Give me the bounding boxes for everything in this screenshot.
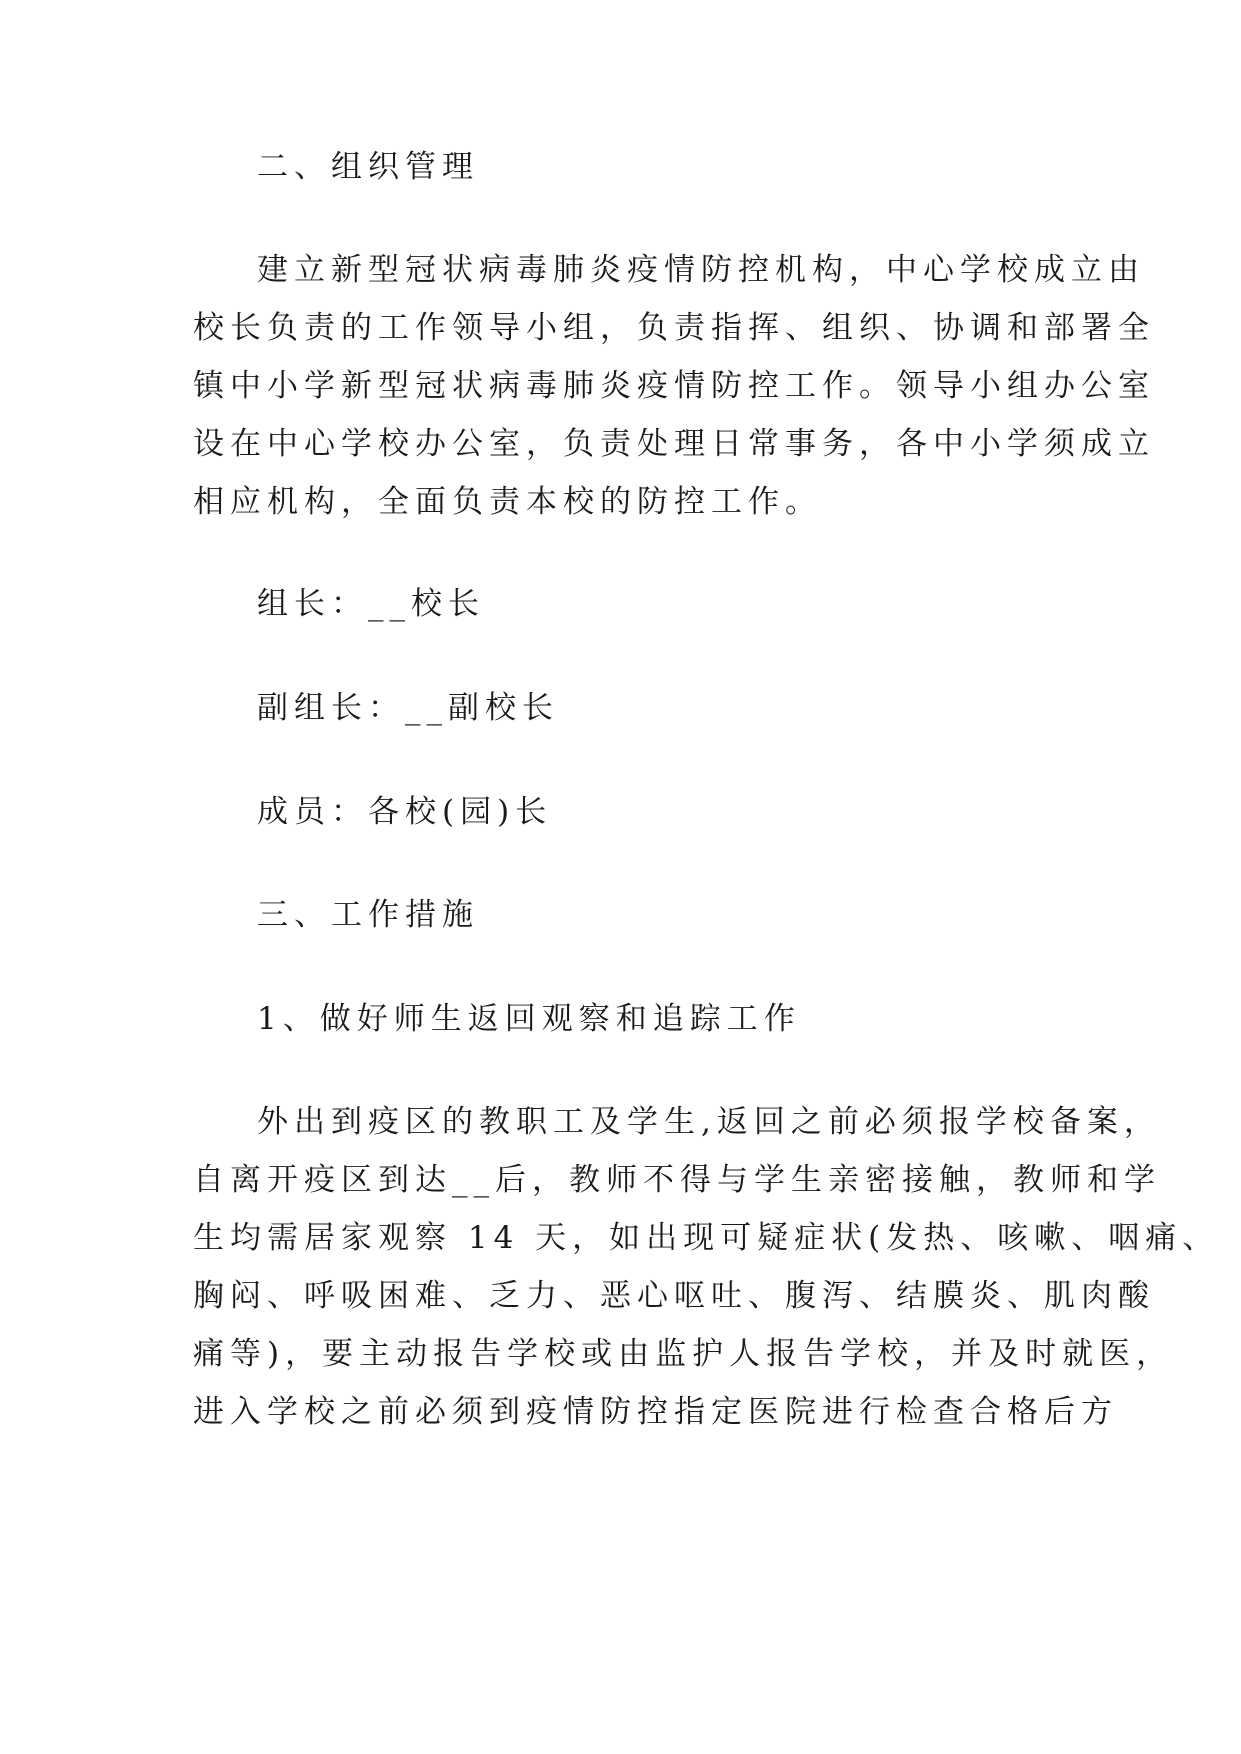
team-leader-line: 组长：__校长 <box>257 586 485 622</box>
paragraph-line: 痛等)，要主动报告学校或由监护人报告学校，并及时就医， <box>193 1336 1174 1372</box>
paragraph-line: 外出到疫区的教职工及学生,返回之前必须报学校备案， <box>257 1104 1161 1140</box>
paragraph-line: 胸闷、呼吸困难、乏力、恶心呕吐、腹泻、结膜炎、肌肉酸 <box>193 1278 1155 1314</box>
paragraph-line: 设在中心学校办公室，负责处理日常事务，各中小学须成立 <box>193 426 1155 462</box>
paragraph-line: 建立新型冠状病毒肺炎疫情防控机构，中心学校成立由 <box>257 252 1145 288</box>
paragraph-line: 校长负责的工作领导小组，负责指挥、组织、协调和部署全 <box>193 310 1155 346</box>
section-heading-organization: 二、组织管理 <box>257 149 479 185</box>
section-heading-measures: 三、工作措施 <box>257 897 479 933</box>
paragraph-line: 生均需居家观察 14 天，如出现可疑症状(发热、咳嗽、咽痛、 <box>193 1220 1220 1256</box>
paragraph-line: 自离开疫区到达__后，教师不得与学生亲密接触，教师和学 <box>193 1162 1161 1198</box>
members-line: 成员：各校(园)长 <box>257 794 553 830</box>
deputy-leader-line: 副组长：__副校长 <box>257 690 559 726</box>
paragraph-line: 进入学校之前必须到疫情防控指定医院进行检查合格后方 <box>193 1394 1118 1430</box>
paragraph-line: 相应机构，全面负责本校的防控工作。 <box>193 484 822 520</box>
paragraph-line: 镇中小学新型冠状病毒肺炎疫情防控工作。领导小组办公室 <box>193 368 1155 404</box>
subheading-return-tracking: 1、做好师生返回观察和追踪工作 <box>257 1001 801 1037</box>
